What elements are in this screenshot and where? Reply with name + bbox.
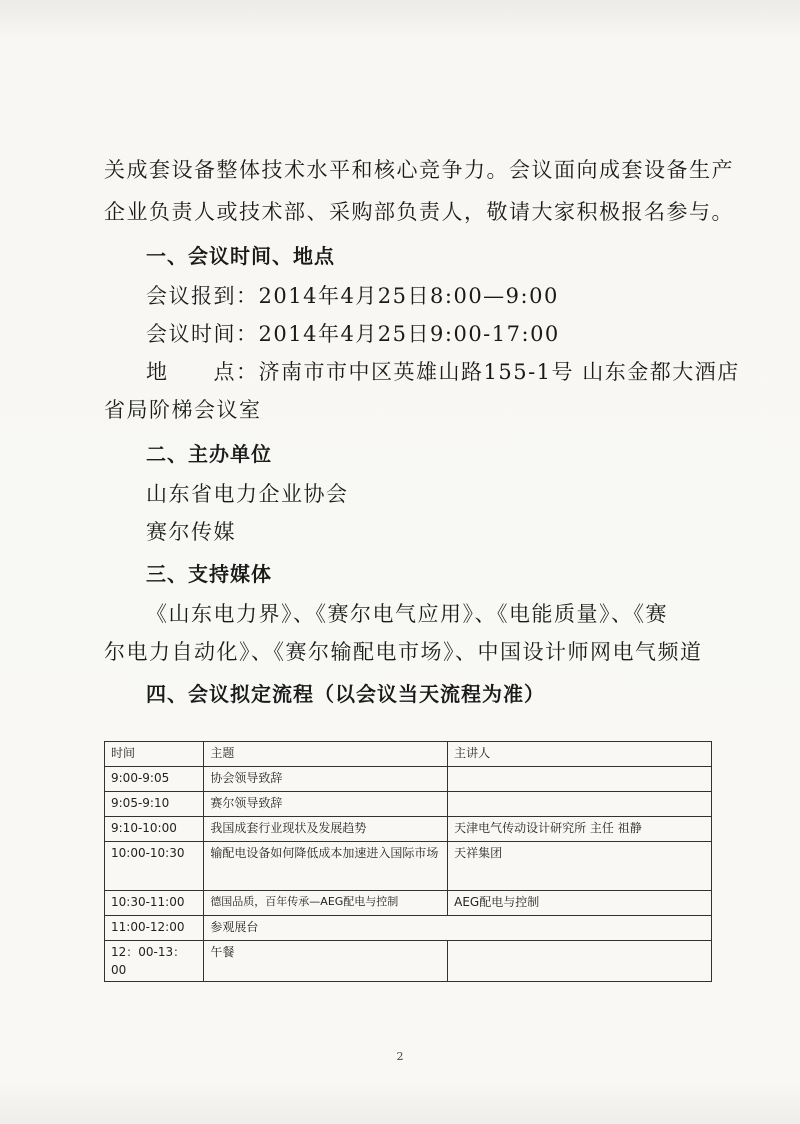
- header-time: 时间: [105, 742, 204, 767]
- table-row: [105, 941, 712, 982]
- checkin-time: 会议报到：2014年4月25日8:00—9:00: [146, 284, 559, 308]
- section-1-heading: 一、会议时间、地点: [146, 244, 335, 268]
- table-row: [105, 842, 712, 891]
- row-speaker: [448, 767, 712, 792]
- row-time: 9:10-10:00: [105, 817, 204, 842]
- row-topic: 德国品质，百年传承—AEG配电与控制: [204, 891, 448, 916]
- row-speaker: [448, 941, 712, 982]
- row-time: 9:00-9:05: [105, 767, 204, 792]
- header-topic: 主题: [204, 742, 448, 767]
- media-line-1: 《山东电力界》、《赛尔电气应用》、《电能质量》、《赛: [146, 602, 668, 626]
- row-time: 10:30-11:00: [105, 891, 204, 916]
- row-time: 12：00-13：00: [105, 941, 204, 982]
- row-speaker: 天祥集团: [448, 842, 712, 891]
- meeting-time: 会议时间：2014年4月25日9:00-17:00: [146, 322, 560, 346]
- body-line-1: 关成套设备整体技术水平和核心竞争力。会议面向成套设备生产: [104, 158, 734, 182]
- section-4-heading: 四、会议拟定流程（以会议当天流程为准）: [146, 682, 545, 706]
- row-speaker: 天津电气传动设计研究所 主任 祖静: [448, 817, 712, 842]
- row-time: 9:05-9:10: [105, 792, 204, 817]
- media-line-2: 尔电力自动化》、《赛尔输配电市场》、中国设计师网电气频道: [104, 640, 703, 664]
- schedule-table: [104, 741, 712, 982]
- row-speaker: [448, 792, 712, 817]
- header-speaker: 主讲人: [448, 742, 712, 767]
- section-2-heading: 二、主办单位: [146, 442, 272, 466]
- row-topic: 赛尔领导致辞: [204, 792, 448, 817]
- row-topic: 午餐: [204, 941, 448, 982]
- location-line-2: 省局阶梯会议室: [104, 398, 262, 422]
- organizer-1: 山东省电力企业协会: [146, 482, 349, 506]
- row-speaker: AEG配电与控制: [448, 891, 712, 916]
- location-line-1: 地 点：济南市市中区英雄山路155-1号 山东金都大酒店: [146, 360, 740, 384]
- body-line-2: 企业负责人或技术部、采购部负责人，敬请大家积极报名参与。: [104, 200, 734, 224]
- table-header-row: [105, 742, 712, 767]
- table-row: [105, 792, 712, 817]
- row-topic: 协会领导致辞: [204, 767, 448, 792]
- table-row: [105, 767, 712, 792]
- row-time: 10:00-10:30: [105, 842, 204, 891]
- row-topic: 输配电设备如何降低成本加速进入国际市场: [204, 842, 448, 891]
- table-row: [105, 891, 712, 916]
- page-number: 2: [396, 1050, 404, 1063]
- organizer-2: 赛尔传媒: [146, 520, 236, 544]
- section-3-heading: 三、支持媒体: [146, 562, 272, 586]
- row-topic: 参观展台: [204, 916, 712, 941]
- table-row: [105, 916, 712, 941]
- table-row: [105, 817, 712, 842]
- row-time: 11:00-12:00: [105, 916, 204, 941]
- row-topic: 我国成套行业现状及发展趋势: [204, 817, 448, 842]
